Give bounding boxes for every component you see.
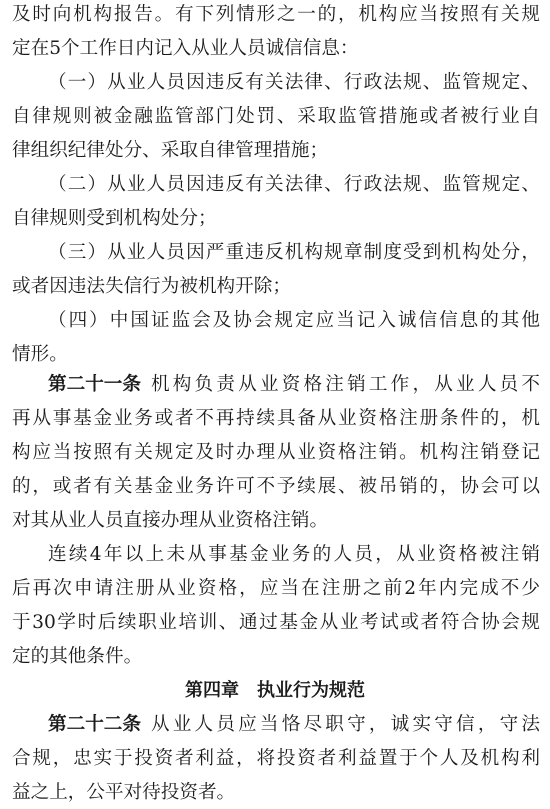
- article-21-row: [48, 370, 540, 400]
- text-line: [0, 574, 550, 604]
- text-line: [0, 404, 550, 434]
- line-text: （二）从业人员因违反有关法律、行政法规、监管规定、: [48, 174, 540, 195]
- text-line: [0, 0, 550, 30]
- chapter-heading-text: 第四章 执业行为规范: [185, 680, 365, 701]
- text-line: [0, 306, 550, 336]
- text-line: [0, 608, 550, 638]
- line-text: 自律规则受到机构处分；: [12, 208, 217, 229]
- text-line: [0, 506, 550, 536]
- article-number: 第二十一条: [48, 374, 141, 395]
- text-line: [0, 238, 550, 268]
- article-22-row: [48, 710, 540, 740]
- article-number: 第二十二条: [48, 714, 141, 735]
- text-line: [0, 540, 550, 570]
- chapter-heading: [0, 676, 550, 706]
- line-text: 的，或者有关基金业务许可不予续展、被吊销的，协会可以: [12, 476, 540, 497]
- line-text: （四）中国证监会及协会规定应当记入诚信信息的其他: [48, 310, 540, 331]
- line-text: 后再次申请注册从业资格，应当在注册之前2年内完成不少: [12, 578, 540, 599]
- article-22-first-line: [0, 710, 550, 740]
- line-text: 从业人员应当恪尽职守，诚实守信，守法: [150, 714, 540, 735]
- line-text: 对其从业人员直接办理从业资格注销。: [12, 510, 329, 531]
- text-line: [0, 778, 550, 808]
- text-line: [0, 136, 550, 166]
- line-text: 或者因违法失信行为被机构开除；: [12, 276, 291, 297]
- line-text: 连续4年以上未从事基金业务的人员，从业资格被注销: [48, 544, 540, 565]
- line-text: 定在5个工作日内记入从业人员诚信信息：: [12, 38, 359, 59]
- line-text: 律组织纪律处分、采取自律管理措施；: [12, 140, 329, 161]
- line-text: 情形。: [12, 344, 68, 365]
- text-line: [0, 204, 550, 234]
- text-line: [0, 34, 550, 64]
- line-text: 机构负责从业资格注销工作，从业人员不: [150, 374, 540, 395]
- line-text: 自律规则被金融监管部门处罚、采取监管措施或者被行业自: [12, 106, 540, 127]
- text-line: [0, 642, 550, 672]
- text-line: [0, 170, 550, 200]
- line-text: 及时向机构报告。有下列情形之一的，机构应当按照有关规: [12, 4, 540, 25]
- line-text: 益之上，公平对待投资者。: [12, 782, 236, 803]
- line-text: （三）从业人员因严重违反机构规章制度受到机构处分，: [48, 242, 540, 263]
- line-text: （一）从业人员因违反有关法律、行政法规、监管规定、: [48, 72, 540, 93]
- text-line: [0, 340, 550, 370]
- line-text: 再从事基金业务或者不再持续具备从业资格注册条件的，机: [12, 408, 540, 429]
- text-line: [0, 68, 550, 98]
- text-line: [0, 272, 550, 302]
- text-line: [0, 472, 550, 502]
- text-line: [0, 744, 550, 774]
- article-21-first-line: [0, 370, 550, 400]
- line-text: 于30学时后续职业培训、通过基金从业考试或者符合协会规: [12, 612, 540, 633]
- line-text: 定的其他条件。: [12, 646, 143, 667]
- line-text: 构应当按照有关规定及时办理从业资格注销。机构注销登记: [12, 442, 540, 463]
- text-line: [0, 102, 550, 132]
- text-line: [0, 438, 550, 468]
- line-text: 合规，忠实于投资者利益，将投资者利益置于个人及机构利: [12, 748, 540, 769]
